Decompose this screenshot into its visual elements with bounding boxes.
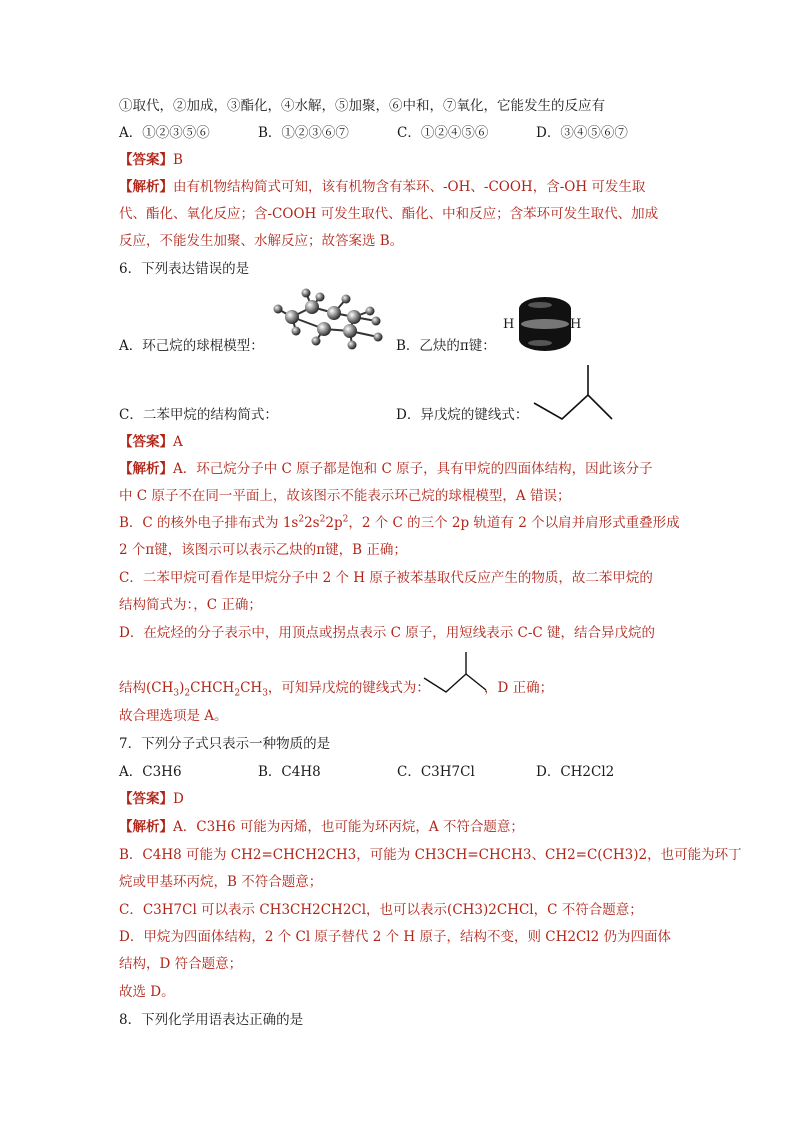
q7-options — [119, 762, 675, 782]
q5-stem-tail: ①取代，②加成，③酯化，④水解，⑤加聚，⑥中和，⑦氧化，它能发生的反应有 — [119, 98, 605, 114]
q5-answer — [119, 150, 183, 170]
q7-analysis-b2: 烷或甲基环丙烷，B 不符合题意； — [119, 874, 323, 890]
q5-option-a: A．①②③⑤⑥ — [119, 125, 210, 141]
answer-tag: 【答案】 — [119, 791, 173, 807]
q5-analysis-line-2: 代、酯化、氧化反应；含-COOH 可发生取代、酯化、中和反应；含苯环可发生取代、加成 — [119, 206, 659, 222]
answer-value: A — [173, 434, 183, 450]
q7-analysis-b1: B．C4H8 可能为 CH2=CHCH2CH3，可能为 CH3CH=CHCH3、CH2=C(CH3)2，也可能为环丁 — [119, 847, 742, 863]
q5-option-b: B．①②③⑥⑦ — [258, 125, 349, 141]
q6-option-a: A．环己烷的球棍模型： — [119, 338, 264, 354]
q7-analysis-a: 【解析】A．C3H6 可能为丙烯，也可能为环丙烷，A 不符合题意； — [119, 819, 524, 835]
q6-analysis-b1: B．C 的核外电子排布式为 $1s^22s^22p^2$，2 个 C 的三个 2p 轨道有 2 个以肩并肩形式重叠形成 — [119, 514, 680, 531]
q5-option-d: D．③④⑤⑥⑦ — [536, 125, 628, 141]
q6-analysis-a1: 【解析】A．环己烷分子中 C 原子都是饱和 C 原子，具有甲烷的四面体结构，因此该分子 — [119, 461, 653, 477]
q6-analysis-c2: 结构简式为：，C 正确； — [119, 597, 262, 613]
q6-conclusion: 故合理选项是 A。 — [119, 708, 228, 724]
answer-tag: 【答案】 — [119, 434, 173, 450]
q5-analysis-line-1: 【解析】由有机物结构简式可知，该有机物含有苯环、-OH、-COOH，含-OH 可发生取 — [119, 179, 646, 195]
h-label-right: H — [570, 317, 582, 332]
answer-value: B — [173, 152, 183, 168]
q6-option-d: D．异戊烷的键线式： — [396, 407, 529, 423]
q7-analysis-d1: D．甲烷为四面体结构，2 个 Cl 原子替代 2 个 H 原子，结构不变，则 CH2Cl2 仍为四面体 — [119, 929, 671, 945]
q6-option-b: B．乙炔的π键： — [396, 338, 496, 354]
q6-answer — [119, 432, 183, 452]
q6-analysis-d2-end: ，D 正确； — [484, 680, 554, 696]
q6-analysis-b2: 2 个π键，该图示可以表示乙炔的π键，B 正确； — [119, 542, 407, 558]
q5-analysis-line-3: 反应，不能发生加聚、水解反应；故答案选 B。 — [119, 233, 404, 249]
isopentane-skeletal-formula — [532, 363, 612, 423]
q5-options — [119, 123, 675, 143]
answer-value: D — [173, 791, 184, 807]
q6-analysis-d1: D．在烷烃的分子表示中，用顶点或拐点表示 C 原子，用短线表示 C-C 键，结合异戊烷的 — [119, 625, 656, 641]
analysis-tag: 【解析】 — [119, 819, 173, 835]
q6-analysis-c1: C．二苯甲烷可看作是甲烷分子中 2 个 H 原子被苯基取代反应产生的物质，故二苯甲烷的 — [119, 570, 653, 586]
q7-option-c: C．C3H7Cl — [397, 764, 475, 780]
answer-tag: 【答案】 — [119, 152, 173, 168]
q7-option-d: D．CH2Cl2 — [536, 764, 615, 780]
q6-analysis-d2: 结构$(CH_3)_2CHCH_2CH_3$，可知异戊烷的键线式为： — [119, 680, 430, 699]
q5-option-c: C．①②④⑤⑥ — [397, 125, 489, 141]
cyclohexane-ball-stick-model — [270, 287, 390, 357]
q6-stem: 6．下列表达错误的是 — [119, 261, 250, 277]
q7-analysis-d2: 结构，D 符合题意； — [119, 956, 243, 972]
analysis-tag: 【解析】 — [119, 461, 173, 477]
q7-option-a: A．C3H6 — [119, 764, 182, 780]
h-label-left: H — [503, 317, 515, 332]
analysis-tag: 【解析】 — [119, 179, 173, 195]
q7-analysis-c: C．C3H7Cl 可以表示 CH3CH2CH2Cl，也可以表示(CH3)2CHCl，C 不符合题意； — [119, 902, 643, 918]
q7-option-b: B．C4H8 — [258, 764, 321, 780]
q6-analysis-a2: 中 C 原子不在同一平面上，故该图示不能表示环己烷的球棍模型，A 错误； — [119, 488, 571, 504]
q7-stem: 7．下列分子式只表示一种物质的是 — [119, 736, 331, 752]
q7-answer — [119, 789, 184, 809]
q7-conclusion: 故选 D。 — [119, 984, 175, 1000]
q6-option-c: C．二苯甲烷的结构简式： — [119, 407, 278, 423]
isopentane-skeletal-formula-small — [424, 652, 488, 694]
q8-stem: 8．下列化学用语表达正确的是 — [119, 1012, 304, 1028]
